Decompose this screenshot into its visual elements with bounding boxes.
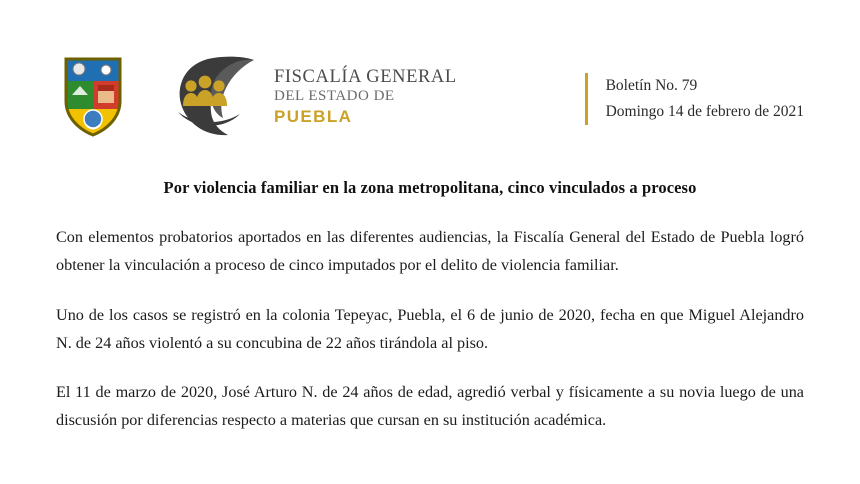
paragraph: Uno de los casos se registró en la colonia Tepeyac, Puebla, el 6 de junio de 2020, fecha en que Miguel Alejandro N. de 24 años violentó a su concubina de 22 años tirándola al piso. <box>56 305 804 352</box>
brand-text <box>274 68 457 127</box>
fiscalia-eagle-icon <box>168 56 264 138</box>
page-title: Por violencia familiar en la zona metropolitana, cinco vinculados a proceso <box>163 178 697 197</box>
brand-line-2: DEL ESTADO DE <box>274 88 395 105</box>
bulletin-number: Boletín No. 79 <box>605 76 698 94</box>
document-header <box>0 0 860 150</box>
logo-group <box>56 55 457 139</box>
document-body <box>0 178 860 435</box>
brand-line-1: FISCALÍA GENERAL <box>274 66 457 87</box>
paragraph: El 11 de marzo de 2020, José Arturo N. de 24 años de edad, agredió verbal y físicamente a su novia luego de una discusión por diferencias respecto a materias que cursan en su institución académica. <box>56 383 804 430</box>
paragraph: Con elementos probatorios aportados en las diferentes audiencias, la Fiscalía General del Estado de Puebla logró obtener la vinculación a proceso de cinco imputados por el delito de violencia familiar. <box>56 228 804 274</box>
escudo-puebla-icon <box>62 55 124 139</box>
bulletin-info <box>585 73 804 126</box>
bulletin-date: Domingo 14 de febrero de 2021 <box>605 103 804 120</box>
brand-line-3: PUEBLA <box>274 107 353 127</box>
